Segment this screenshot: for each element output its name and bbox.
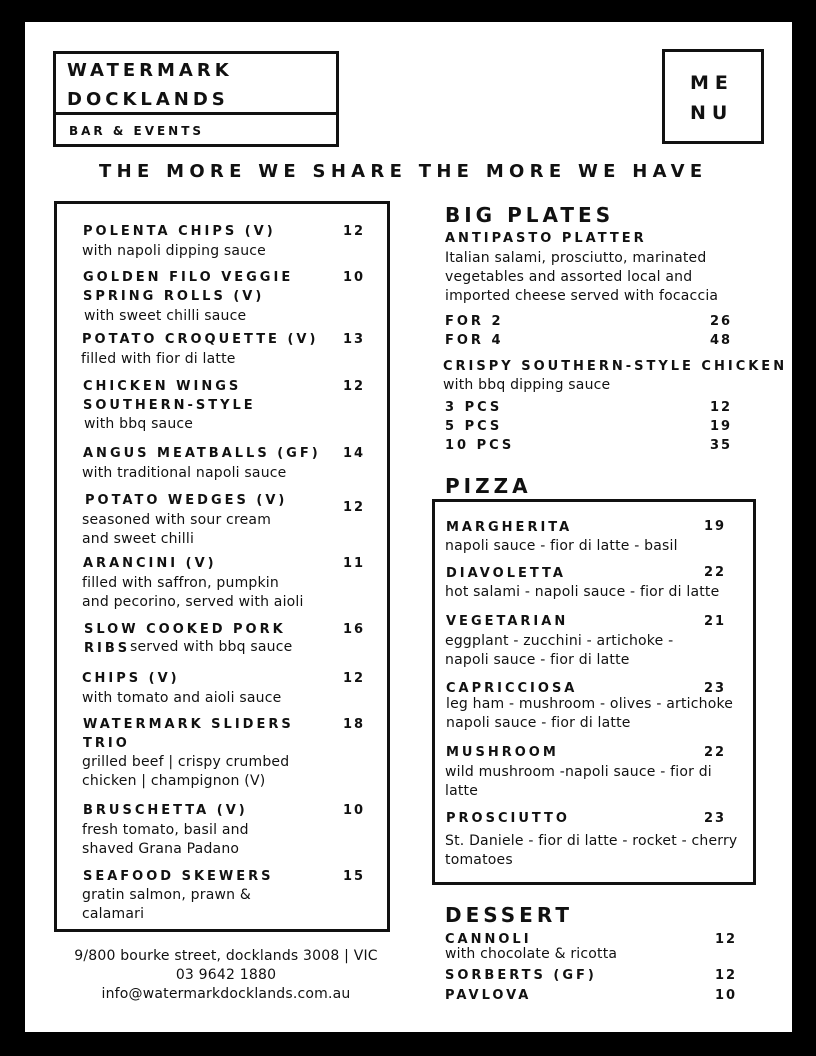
item-price: 14 [343,446,366,461]
item-desc: and pecorino, served with aioli [82,594,304,610]
pizza-price: 22 [704,565,727,580]
item-desc: chicken | champignon (V) [82,773,266,789]
item-price: 15 [343,869,366,884]
item-desc: with traditional napoli sauce [82,465,287,481]
option-price: 26 [710,314,733,329]
item-name: WATERMARK SLIDERS [83,717,294,732]
pizza-desc: St. Daniele - fior di latte - rocket - cherry [445,833,738,849]
item-price: 10 [343,270,366,285]
item-price: 16 [343,622,366,637]
item-desc: fresh tomato, basil and [82,822,249,838]
item-name: TRIO [83,736,130,751]
pizza-desc: eggplant - zucchini - artichoke - [445,633,674,649]
item-desc: filled with fior di latte [81,351,236,367]
pizza-name: MUSHROOM [446,745,559,760]
item-name: CHICKEN WINGS [83,379,242,394]
item-desc: shaved Grana Padano [82,841,240,857]
pizza-desc: hot salami - napoli sauce - fior di latte [445,584,720,600]
pizza-name: DIAVOLETTA [446,566,566,581]
pizza-name: MARGHERITA [446,520,573,535]
big-plates-title: BIG PLATES [445,203,615,227]
option-label: FOR 2 [445,314,504,329]
dessert-name: SORBERTS (GF) [445,968,597,983]
option-label: FOR 4 [445,333,504,348]
pizza-desc: napoli sauce - fior di latte [446,715,631,731]
item-name: POTATO WEDGES (V) [85,493,288,508]
item-price: 18 [343,717,366,732]
item-price: 12 [343,671,366,686]
item-price: 12 [343,224,366,239]
brand-subtitle: BAR & EVENTS [69,124,205,138]
item-desc: and sweet chilli [82,531,195,547]
item-desc: calamari [82,906,145,922]
item-price: 13 [343,332,366,347]
item-name: ANGUS MEATBALLS (GF) [83,446,321,461]
antipasto-desc: imported cheese served with focaccia [445,288,719,304]
pizza-name: CAPRICCIOSA [446,681,578,696]
item-desc: with sweet chilli sauce [84,308,247,324]
contact-address: 9/800 bourke street, docklands 3008 | VIC [74,948,378,964]
option-price: 12 [710,400,733,415]
item-name: CHIPS (V) [82,671,180,686]
item-price: 11 [343,556,366,571]
item-name: BRUSCHETTA (V) [83,803,248,818]
dessert-price: 12 [715,968,738,983]
item-price: 10 [343,803,366,818]
brand-name-line1: WATERMARK [67,60,233,81]
pizza-desc: latte [445,783,479,799]
menu-badge [662,49,764,144]
item-desc: filled with saffron, pumpkin [82,575,279,591]
item-desc: grilled beef | crispy crumbed [82,754,290,770]
item-name: SOUTHERN-STYLE [83,398,256,413]
pizza-desc: wild mushroom -napoli sauce - fior di [445,764,712,780]
item-name: SPRING ROLLS (V) [83,289,265,304]
dessert-title: DESSERT [445,903,573,927]
brand-name-line2: DOCKLANDS [67,89,229,110]
item-desc: with bbq sauce [84,416,194,432]
item-price: 12 [343,379,366,394]
item-desc: with tomato and aioli sauce [82,690,282,706]
chicken-name: CRISPY SOUTHERN-STYLE CHICKEN [443,359,788,374]
chicken-desc: with bbq dipping sauce [443,377,611,393]
item-desc: served with bbq sauce [130,639,293,655]
antipasto-name: ANTIPASTO PLATTER [445,231,647,246]
pizza-name: PROSCIUTTO [446,811,570,826]
pizza-price: 23 [704,681,727,696]
item-name: GOLDEN FILO VEGGIE [83,270,294,285]
pizza-price: 21 [704,614,727,629]
item-name: SLOW COOKED PORK [84,622,286,637]
item-name: POLENTA CHIPS (V) [83,224,276,239]
antipasto-desc: vegetables and assorted local and [445,269,693,285]
item-price: 12 [343,500,366,515]
dessert-name: CANNOLI [445,932,532,947]
item-name: POTATO CROQUETTE (V) [82,332,319,347]
pizza-price: 19 [704,519,727,534]
dessert-price: 10 [715,988,738,1003]
item-desc: seasoned with sour cream [82,512,272,528]
menu-badge-line2: NU [690,102,734,124]
pizza-desc: leg ham - mushroom - olives - artichoke [446,696,734,712]
menu-badge-line1: ME [690,72,734,94]
option-price: 35 [710,438,733,453]
dessert-price: 12 [715,932,738,947]
option-price: 19 [710,419,733,434]
item-name: SEAFOOD SKEWERS [83,869,274,884]
dessert-desc: with chocolate & ricotta [445,946,618,962]
contact-email: info@watermarkdocklands.com.au [101,986,351,1002]
item-desc: with napoli dipping sauce [82,243,266,259]
pizza-title: PIZZA [445,474,532,498]
item-name: ARANCINI (V) [83,556,217,571]
option-label: 3 PCS [445,400,503,415]
pizza-desc: napoli sauce - fior di latte [445,652,630,668]
menu-page [25,22,792,1032]
option-label: 10 PCS [445,438,515,453]
pizza-name: VEGETARIAN [446,614,569,629]
tagline: THE MORE WE SHARE THE MORE WE HAVE [99,161,708,182]
dessert-name: PAVLOVA [445,988,532,1003]
option-label: 5 PCS [445,419,503,434]
option-price: 48 [710,333,733,348]
item-name: RIBS [84,641,131,656]
pizza-price: 22 [704,745,727,760]
antipasto-desc: Italian salami, prosciutto, marinated [445,250,707,266]
pizza-desc: tomatoes [445,852,513,868]
item-desc: gratin salmon, prawn & [82,887,251,903]
pizza-desc: napoli sauce - fior di latte - basil [445,538,678,554]
contact-phone: 03 9642 1880 [175,967,277,983]
pizza-price: 23 [704,811,727,826]
